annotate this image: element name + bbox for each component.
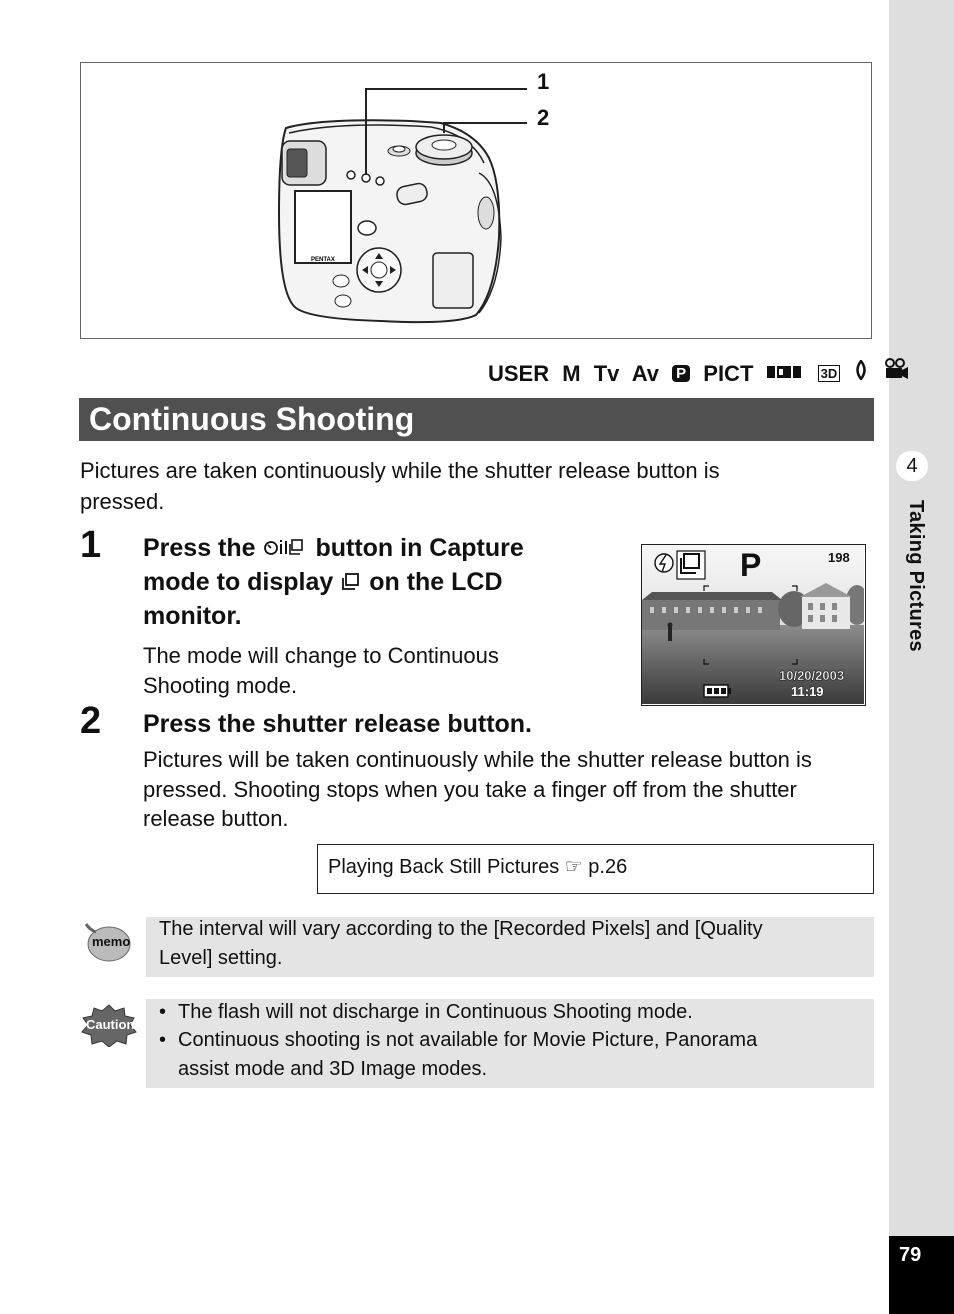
caution-bullet-2-marker: • [159, 1029, 167, 1051]
step-2-body-line-2: pressed. Shooting stops when you take a finger off from the shutter [143, 777, 797, 802]
caution-badge-label: Caution [86, 1017, 135, 1032]
step-1-heading-line-3: monitor. [143, 602, 242, 630]
memo-badge-label: memo [92, 934, 131, 949]
page-number-box [889, 1236, 954, 1314]
intro-line-1: Pictures are taken continuously while the shutter release button is [80, 458, 720, 483]
step-1-body-line-2: Shooting mode. [143, 673, 298, 698]
caution-bullet-1: The flash will not discharge in Continuous Shooting mode. [178, 1001, 693, 1023]
program-mode-icon: P [672, 365, 690, 382]
step-1-heading-line-2 [143, 565, 503, 601]
reference-text: Playing Back Still Pictures [328, 856, 560, 878]
step-1-heading-text-c: mode to display [143, 568, 334, 596]
pointing-hand-icon: ☞ [564, 856, 583, 878]
memo-icon [80, 920, 132, 966]
panorama-icon [767, 360, 805, 386]
step-1-heading-text-b: button in Capture [315, 534, 524, 562]
caution-icon [80, 1003, 138, 1047]
chapter-title: Taking Pictures [905, 500, 927, 652]
lcd-mode-letter: P [740, 547, 762, 583]
callout-2: 2 [537, 105, 550, 130]
step-2-heading: Press the shutter release button. [143, 710, 533, 738]
capture-mode-icons [488, 358, 916, 388]
self-timer-continuous-icon [263, 533, 309, 567]
reference-page: p.26 [588, 856, 628, 878]
step-1-heading-text-d: on the LCD [369, 568, 503, 596]
av-mode-icon: Av [631, 361, 659, 386]
manual-mode-icon: M [562, 361, 581, 386]
section-title: Continuous Shooting [89, 401, 415, 437]
camera-brand-label: PENTAX [311, 257, 335, 263]
user-mode-icon: USER [488, 361, 550, 386]
intro-line-2: pressed. [80, 489, 165, 514]
camera-illustration-frame [80, 62, 872, 339]
step-1-body-line-1: The mode will change to Continuous [143, 643, 499, 668]
lcd-shots-remaining: 198 [828, 550, 850, 565]
caution-bullet-2-line-1: Continuous shooting is not available for Movie Picture, Panorama [178, 1029, 758, 1051]
tv-mode-icon: Tv [593, 361, 620, 386]
step-1-heading-text-a: Press the [143, 534, 256, 562]
picture-mode-icon: PICT [703, 361, 754, 386]
3d-mode-icon: 3D [818, 365, 841, 382]
chapter-number-badge: 4 [896, 451, 928, 481]
night-scene-icon [853, 360, 869, 386]
reference-box [317, 844, 874, 894]
lcd-monitor-figure [641, 544, 866, 706]
lcd-date: 10/20/2003 [779, 668, 845, 683]
memo-line-1: The interval will vary according to the [Recorded Pixels] and [Quality [159, 918, 763, 940]
page-number: 79 [899, 1244, 922, 1266]
camera-illustration [81, 63, 871, 338]
movie-icon [883, 358, 909, 386]
step-2-body-line-3: release button. [143, 806, 289, 831]
reference-line [328, 854, 627, 879]
caution-bullet-2-line-2: assist mode and 3D Image modes. [178, 1058, 488, 1080]
step-2-body-line-1: Pictures will be taken continuously while the shutter release button is [143, 747, 812, 772]
callout-1: 1 [537, 69, 550, 94]
step-1-heading-line-1 [143, 531, 524, 567]
memo-line-2: Level] setting. [159, 947, 283, 969]
step-1-number: 1 [80, 524, 102, 566]
step-2-number: 2 [80, 700, 102, 742]
caution-bullet-1-marker: • [159, 1001, 167, 1023]
lcd-time: 11:19 [791, 684, 824, 699]
continuous-shooting-icon [340, 567, 362, 601]
